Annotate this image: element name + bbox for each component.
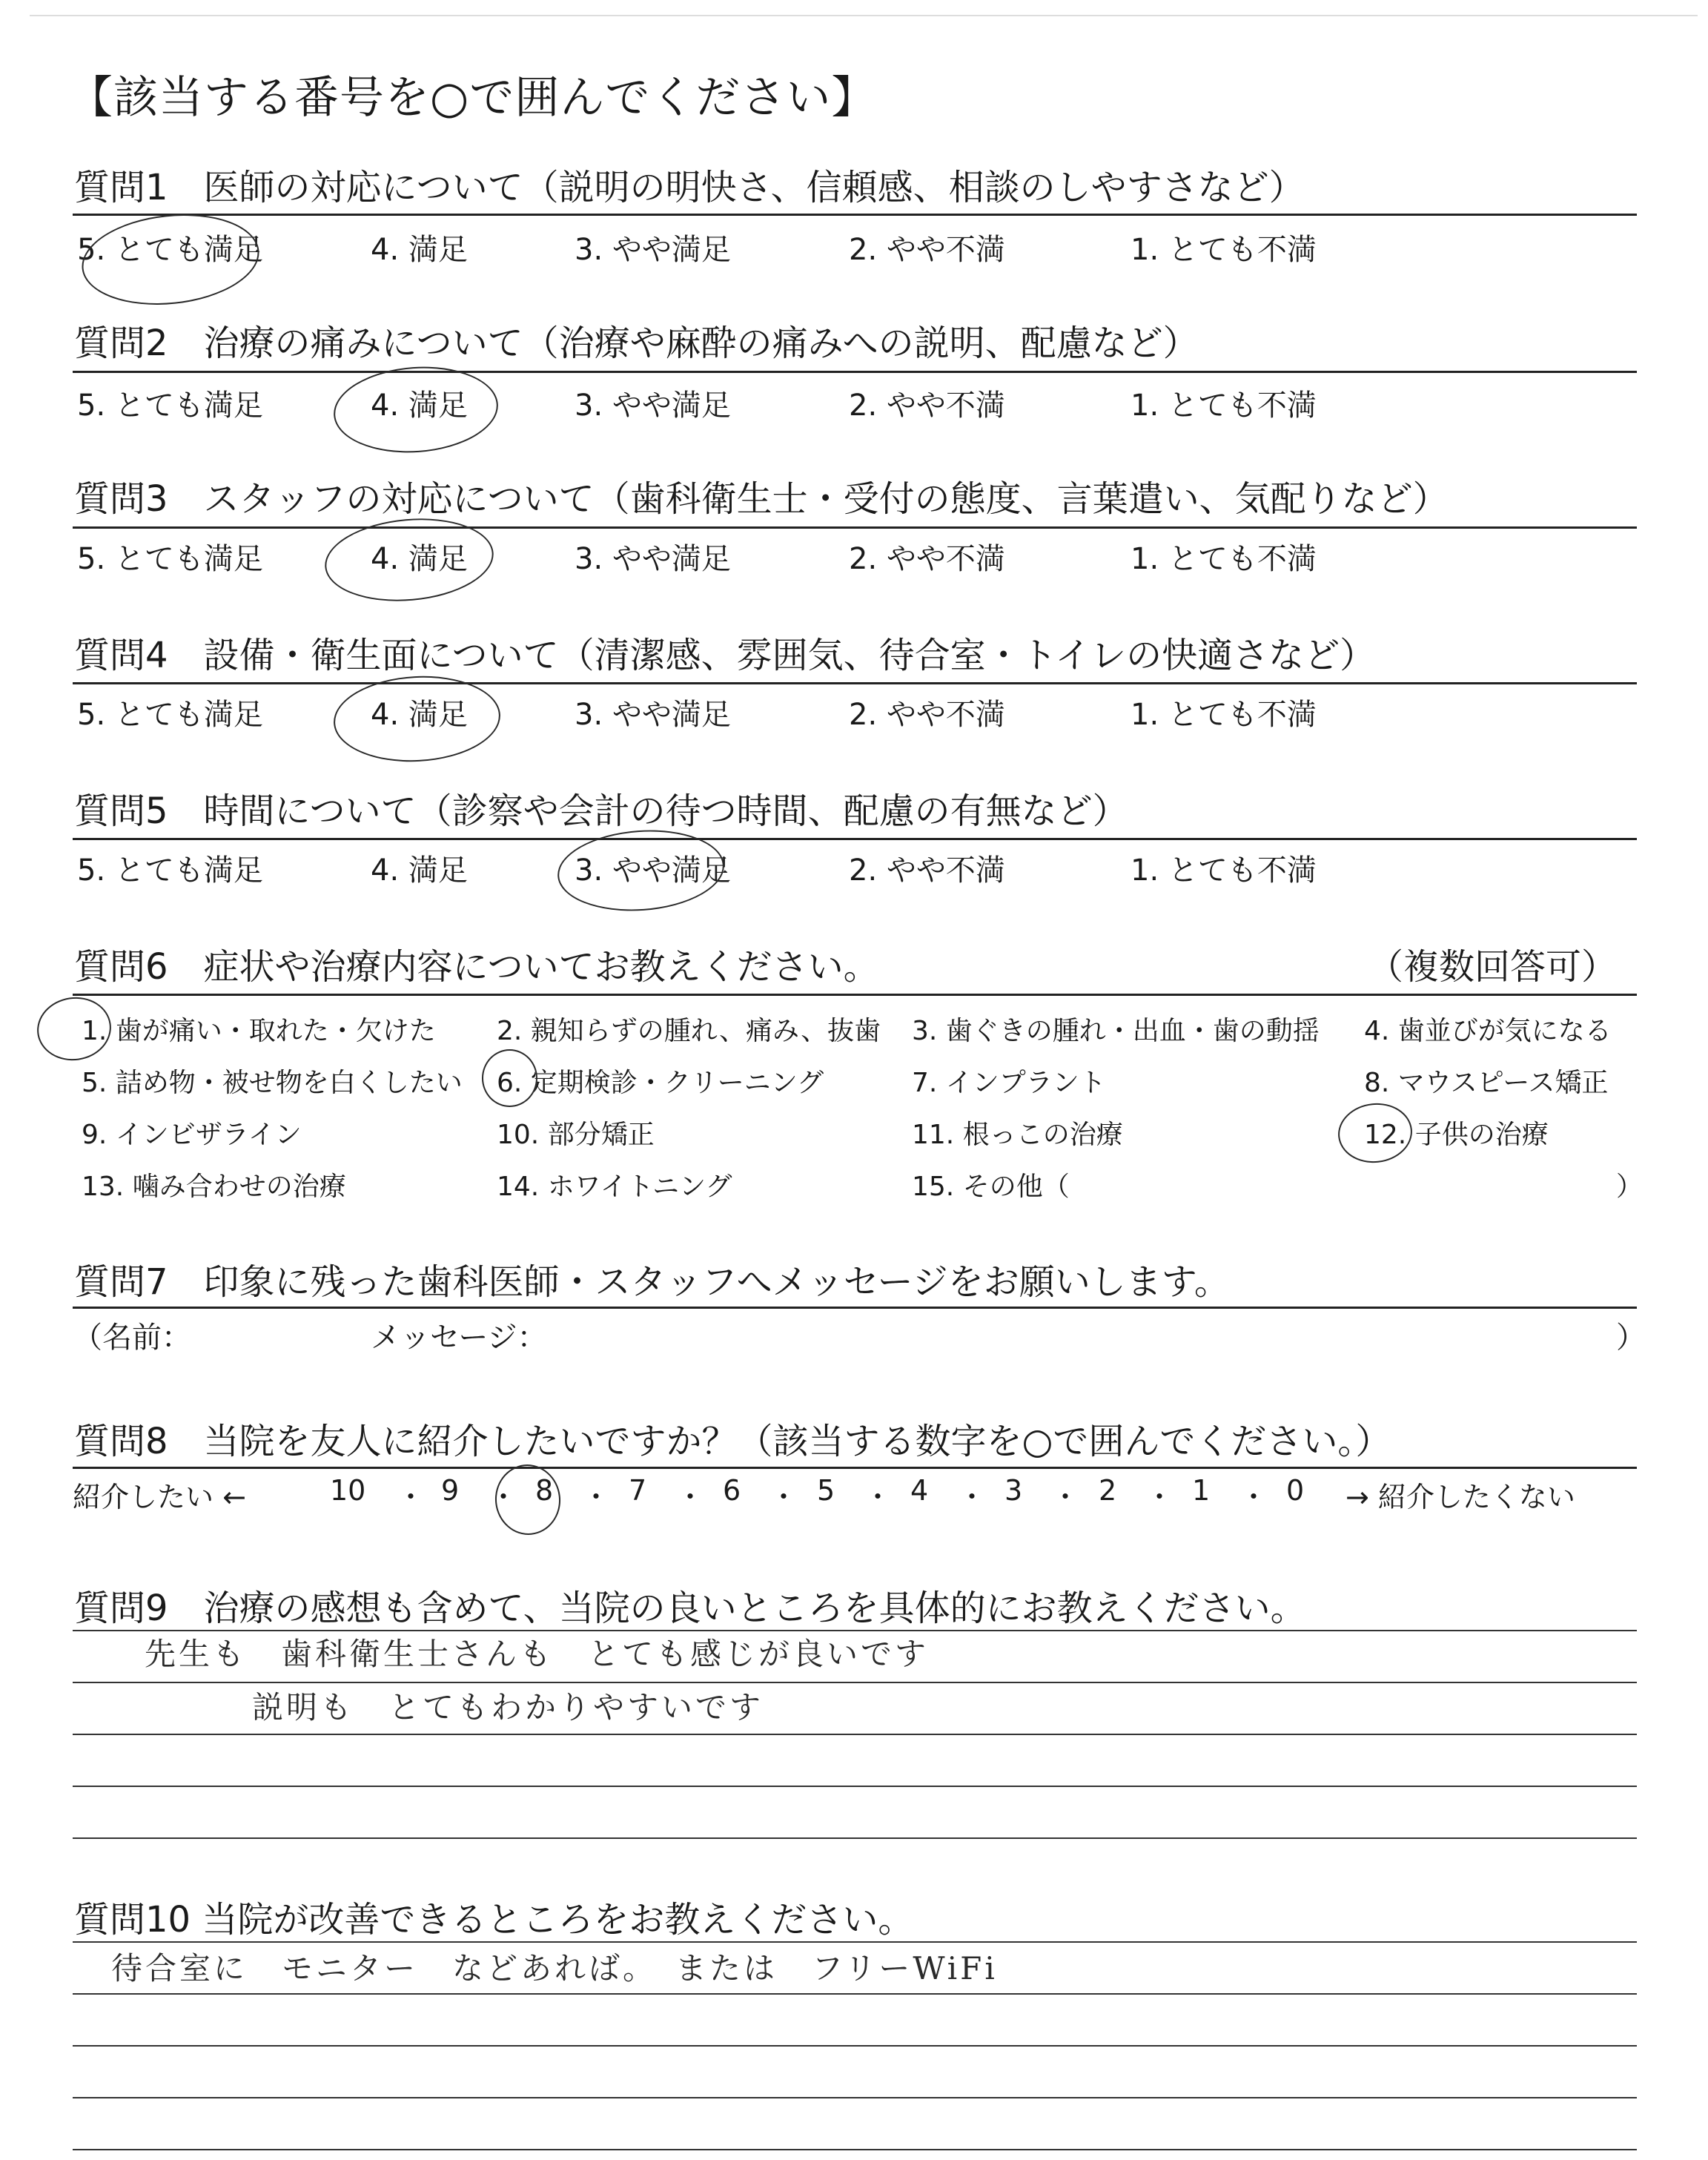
q1-option-1[interactable]: 1. とても不満 (1131, 233, 1317, 267)
q4-divider (73, 682, 1637, 684)
q6-option-13[interactable]: 13. 噛み合わせの治療 (82, 1172, 346, 1202)
q8-scale-separator: ・ (958, 1481, 987, 1513)
q9-handwritten-answer-line-1: 先生も 歯科衛生士さんも とても感じが良いです (145, 1636, 930, 1672)
q6-option-12[interactable]: 12. 子供の治療 (1364, 1120, 1549, 1150)
q8-scale-8[interactable]: 8 (535, 1474, 554, 1507)
q3-option-3[interactable]: 3. やや満足 (575, 542, 731, 576)
q7-heading: 質問7 印象に残った歯科医師・スタッフへメッセージをお願いします。 (74, 1261, 1230, 1303)
q1-option-4[interactable]: 4. 満足 (371, 233, 468, 267)
q8-scale-separator: ・ (397, 1481, 426, 1513)
q6-option-4[interactable]: 4. 歯並びが気になる (1364, 1016, 1612, 1046)
q8-right-label: → 紹介したくない (1345, 1481, 1575, 1513)
q10-answer-rule (73, 2045, 1637, 2047)
q9-answer-rule (73, 1837, 1637, 1839)
q2-option-2[interactable]: 2. やや不満 (849, 389, 1005, 423)
q6-selection-circle-12 (1335, 1100, 1415, 1166)
q6-option-9[interactable]: 9. インビザライン (82, 1120, 302, 1150)
q6-option-3[interactable]: 3. 歯ぐきの腫れ・出血・歯の動揺 (912, 1016, 1320, 1046)
q8-scale-separator: ・ (864, 1481, 893, 1513)
q8-left-label: 紹介したい ← (73, 1481, 246, 1513)
q5-option-3[interactable]: 3. やや満足 (575, 853, 731, 888)
q8-scale-5[interactable]: 5 (817, 1474, 835, 1507)
q8-scale-3[interactable]: 3 (1004, 1474, 1023, 1507)
q6-option-7[interactable]: 7. インプラント (912, 1068, 1106, 1098)
q10-handwritten-answer-line-1: 待合室に モニター などあれば。 または フリーWiFi (111, 1950, 998, 1986)
q10-answer-rule (73, 2097, 1637, 2098)
q3-option-2[interactable]: 2. やや不満 (849, 542, 1005, 576)
q10-answer-rule (73, 1993, 1637, 1995)
q3-option-5[interactable]: 5. とても満足 (77, 542, 263, 576)
q2-option-5[interactable]: 5. とても満足 (77, 389, 263, 423)
page-title: 【該当する番号を○で囲んでください】 (68, 72, 877, 124)
q9-answer-rule (73, 1734, 1637, 1735)
q6-option-10[interactable]: 10. 部分矯正 (497, 1120, 655, 1150)
q4-option-4[interactable]: 4. 満足 (371, 698, 468, 732)
q5-option-1[interactable]: 1. とても不満 (1131, 853, 1317, 888)
q5-divider (73, 838, 1637, 840)
q6-heading: 質問6 症状や治療内容についてお教えください。 (74, 946, 879, 988)
q7-name-label: （名前： (73, 1321, 191, 1355)
q1-divider (73, 214, 1637, 216)
q8-heading: 質問8 当院を友人に紹介したいですか？（該当する数字を○で囲んでください。） (74, 1421, 1391, 1462)
q4-selection-circle (331, 672, 503, 766)
q1-heading: 質問1 医師の対応について（説明の明快さ、信頼感、相談のしやすさなど） (74, 167, 1305, 208)
q4-option-1[interactable]: 1. とても不満 (1131, 698, 1317, 732)
q6-selection-circle-6 (482, 1049, 537, 1107)
q6-option-8[interactable]: 8. マウスピース矯正 (1364, 1068, 1609, 1098)
q2-selection-circle (331, 361, 500, 458)
q5-option-4[interactable]: 4. 満足 (371, 853, 468, 888)
q8-selection-circle (491, 1462, 563, 1539)
q3-option-1[interactable]: 1. とても不満 (1131, 542, 1317, 576)
q2-option-1[interactable]: 1. とても不満 (1131, 389, 1317, 423)
q4-option-5[interactable]: 5. とても満足 (77, 698, 263, 732)
q2-divider (73, 371, 1637, 373)
q6-divider (73, 994, 1637, 996)
q3-divider (73, 526, 1637, 529)
q8-scale-separator: ・ (1051, 1481, 1080, 1513)
q6-selection-circle-1 (33, 992, 116, 1065)
q1-option-3[interactable]: 3. やや満足 (575, 233, 731, 267)
q7-close-paren: ） (1616, 1321, 1646, 1355)
q1-selection-circle (77, 206, 263, 313)
q2-heading: 質問2 治療の痛みについて（治療や麻酔の痛みへの説明、配慮など） (74, 323, 1199, 364)
q6-option-11[interactable]: 11. 根っこの治療 (912, 1120, 1123, 1150)
q8-scale-9[interactable]: 9 (441, 1474, 460, 1507)
q10-answer-rule (73, 2149, 1637, 2150)
q8-scale-2[interactable]: 2 (1099, 1474, 1117, 1507)
q8-scale-10[interactable]: 10 (330, 1474, 366, 1507)
q6-option-15[interactable]: 15. その他（ (912, 1172, 1070, 1202)
q9-heading: 質問9 治療の感想も含めて、当院の良いところを具体的にお教えください。 (74, 1588, 1306, 1629)
q6-option-6[interactable]: 6. 定期検診・クリーニング (497, 1068, 824, 1098)
q2-option-4[interactable]: 4. 満足 (371, 389, 468, 423)
q8-scale-4[interactable]: 4 (910, 1474, 929, 1507)
q8-scale-6[interactable]: 6 (723, 1474, 741, 1507)
q7-divider (73, 1307, 1637, 1309)
q9-answer-rule (73, 1786, 1637, 1787)
q5-option-5[interactable]: 5. とても満足 (77, 853, 263, 888)
q1-option-5[interactable]: 5. とても満足 (77, 233, 263, 267)
q9-handwritten-answer-line-2: 説明も とてもわかりやすいです (252, 1689, 764, 1725)
q10-heading: 質問10 当院が改善できるところをお教えください。 (74, 1899, 914, 1941)
q3-heading: 質問3 スタッフの対応について（歯科衛生士・受付の態度、言葉遣い、気配りなど） (74, 478, 1449, 520)
q2-option-3[interactable]: 3. やや満足 (575, 389, 731, 423)
q4-option-2[interactable]: 2. やや不満 (849, 698, 1005, 732)
q6-option-5[interactable]: 5. 詰め物・被せ物を白くしたい (82, 1068, 463, 1098)
q5-option-2[interactable]: 2. やや不満 (849, 853, 1005, 888)
q6-multiple-answer-note: （複数回答可） (1368, 946, 1618, 988)
scan-edge (30, 15, 1698, 16)
q8-scale-separator: ・ (1145, 1481, 1174, 1513)
q8-scale-separator: ・ (676, 1481, 705, 1513)
q6-other-close-paren: ） (1616, 1172, 1644, 1202)
q8-scale-separator: ・ (489, 1481, 518, 1513)
q7-message-label: メッセージ： (371, 1321, 547, 1355)
q10-answer-rule (73, 1941, 1637, 1943)
q8-divider (73, 1467, 1637, 1469)
q8-scale-separator: ・ (1239, 1481, 1268, 1513)
q4-option-3[interactable]: 3. やや満足 (575, 698, 731, 732)
q8-scale-7[interactable]: 7 (629, 1474, 647, 1507)
q6-option-1[interactable]: 1. 歯が痛い・取れた・欠けた (82, 1016, 436, 1046)
q1-option-2[interactable]: 2. やや不満 (849, 233, 1005, 267)
q6-option-2[interactable]: 2. 親知らずの腫れ、痛み、抜歯 (497, 1016, 881, 1046)
q8-scale-1[interactable]: 1 (1192, 1474, 1211, 1507)
q4-heading: 質問4 設備・衛生面について（清潔感、雰囲気、待合室・トイレの快適さなど） (74, 635, 1376, 676)
q8-scale-separator: ・ (582, 1481, 611, 1513)
q3-option-4[interactable]: 4. 満足 (371, 542, 468, 576)
q8-scale-0[interactable]: 0 (1286, 1474, 1305, 1507)
q6-option-14[interactable]: 14. ホワイトニング (497, 1172, 732, 1202)
q8-scale-separator: ・ (769, 1481, 798, 1513)
q5-heading: 質問5 時間について（診察や会計の待つ時間、配慮の有無など） (74, 790, 1128, 832)
